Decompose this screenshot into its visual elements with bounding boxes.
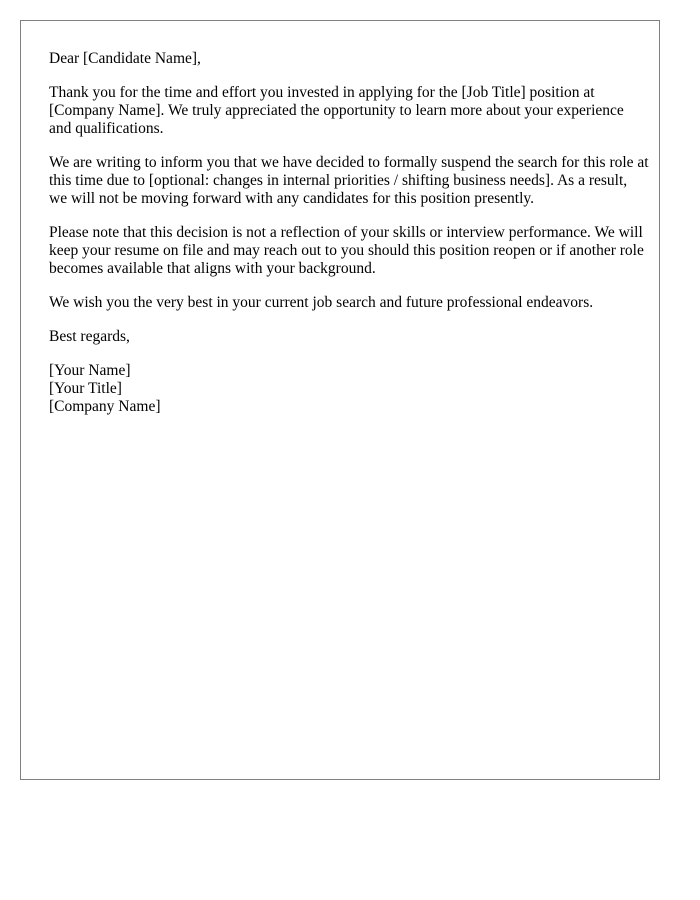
letter-paragraph-suspension: We are writing to inform you that we have decided to formally suspend the search for this role at this time due to [optional: changes in internal priorities / shifting business needs]. As a result, we will not be moving forward with any candidates for this position presently. <box>49 154 649 207</box>
letter-paragraph-intro: Thank you for the time and effort you invested in applying for the [Job Title] position at [Company Name]. We truly appreciated the opportunity to learn more about your experience and qualifications. <box>49 84 624 137</box>
signature-block <box>49 362 649 416</box>
letter-paragraph-wishes: We wish you the very best in your current job search and future professional endeavors. <box>49 294 594 311</box>
signature-company: [Company Name] <box>49 398 161 415</box>
signature-title: [Your Title] <box>49 380 122 397</box>
letter-body <box>49 50 649 416</box>
letter-closing: Best regards, <box>49 328 130 345</box>
letter-paragraph-note: Please note that this decision is not a reflection of your skills or interview performance. We will keep your resume on file and may reach out to you should this position reopen or if another role becomes available that aligns with your background. <box>49 224 644 277</box>
letter-salutation: Dear [Candidate Name], <box>49 50 201 67</box>
signature-name: [Your Name] <box>49 362 131 379</box>
letter-frame <box>20 20 660 780</box>
